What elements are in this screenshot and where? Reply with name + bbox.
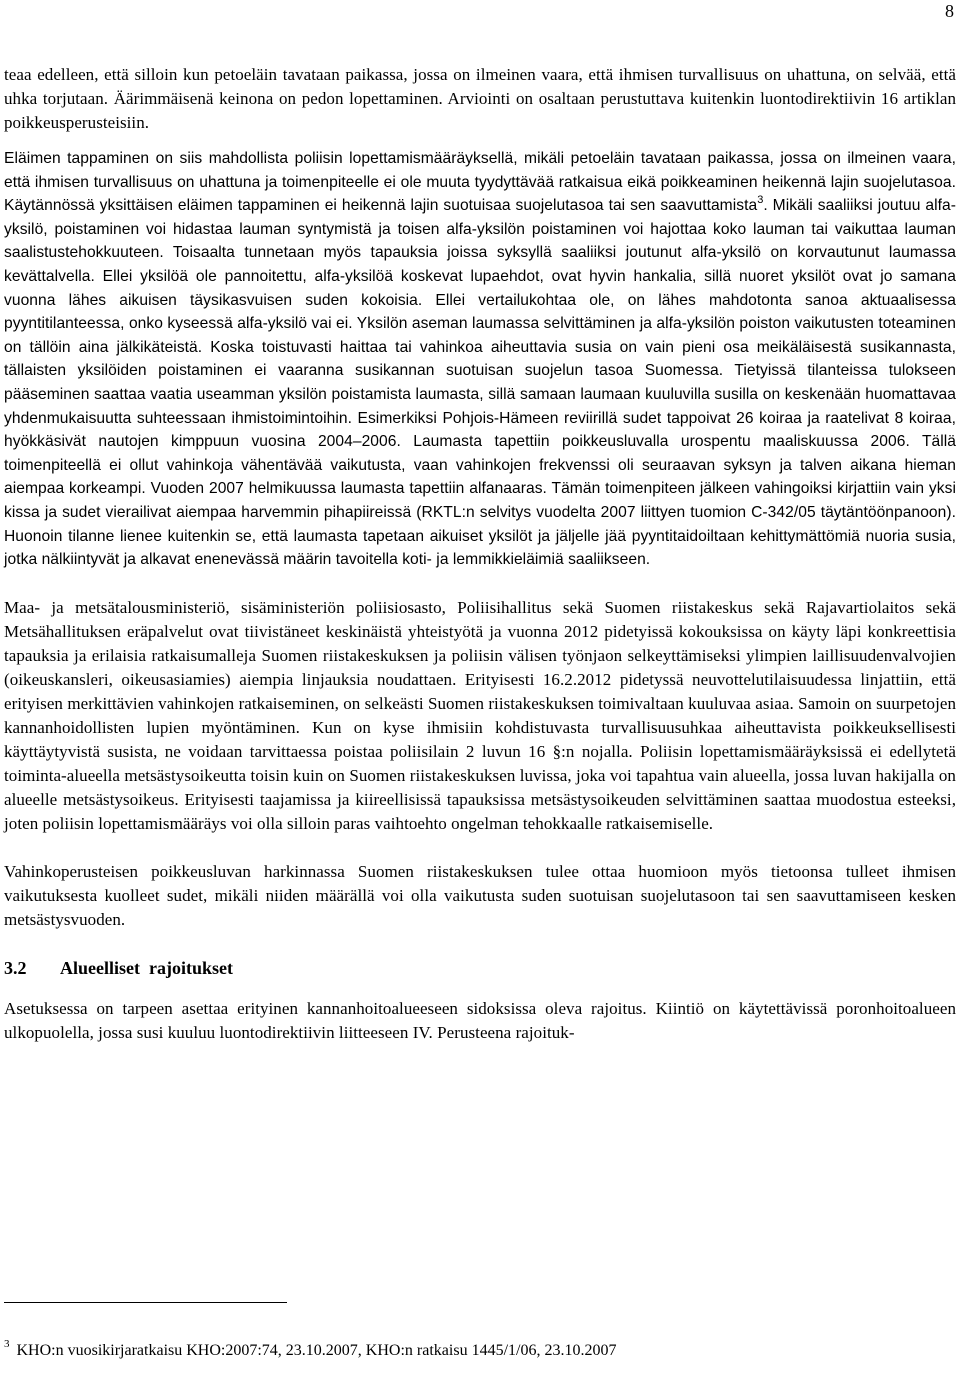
footnote-text: KHO:n vuosikirjaratkaisu KHO:2007:74, 23.10.2007, KHO:n ratkaisu 1445/1/06, 23.10.2007 [16, 1342, 617, 1359]
paragraph-5: Asetuksessa on tarpeen asettaa erityinen kannanhoitoalueeseen sidoksissa oleva rajoitus. Kiintiö on käytettävissä poronhoitoalueen ulkopuolella, jossa susi kuuluu luontodirektiivin liitteeseen IV. Perusteena rajoituk- [4, 998, 956, 1042]
footnote [4, 1340, 616, 1363]
paragraph-2-text-a: Eläimen tappaminen on siis mahdollista poliisin lopettamismääräyksellä, mikäli petoeläin tavataan paikassa, jossa on ilmeinen vaara, että ihmisen turvallisuus on uhattuna ja toimenpiteelle ei ole muuta tyydyttävää ratkaisua eikä poikkeaminen heikennä lajin suojelutasoa. Käytännössä yksittäisen eläimen tappaminen ei heikennä lajin suotuisaa suojelutasoa tai sen saavuttamista [4, 150, 956, 215]
paragraph-3: Maa- ja metsätalousministeriö, sisäministeriön poliisiosasto, Poliisihallitus sekä Suomen riistakeskus sekä Rajavartiolaitos sekä Metsähallituksen eräpalvelut ovat tiivistäneet keskinäistä yhteistyötä ja vuonna 2012 pidetyissä kokouksissa on käyty läpi konkreettisia tapauksia ja erilaisia ratkaisumalleja Suomen riistakeskuksen ja poliisin välisen työnjaon selkeyttämiseksi ylimpien laillisuudenvalvojien (oikeuskansleri, oikeusasiamies) aiempia linjauksia noudattaen. Erityisesti 16.2.2012 pidetyssä neuvottelutilaisuudessa linjattiin, että erityisen merkittävien vahinkojen ratkaiseminen, on selkeästi Suomen riistakeskuksen toimivaltaan kuuluvaa asiaa. Samoin on suurpetojen kannanhoidollisten lupien myöntäminen. Kun on kyse ihmisiin kohdistuvasta turvallisuusuhkaa aiheuttavista poikkeuksellisesti käyttäytyvistä susista, ne voidaan tarvittaessa poistaa poliisilain 2 luvun 16 §:n nojalla. Poliisin lopettamismääräyksissä ei edellytetä toiminta-alueella metsästysoikeutta toisin kuin on Suomen riistakeskuksen luvissa, joka voi tapahtua vain alueella, jossa luvan hakijalla on alueelle metsästysoikeus. Erityisesti taajamissa ja kiireellisissä tapauksissa metsästysoikeuden selvittäminen saattaa muodostua esteeksi, joten poliisin lopettamismääräys voi olla silloin paras vaihtoehto ongelman tehokkaalle ratkaisemiselle. [4, 597, 956, 833]
paragraph-2 [4, 147, 956, 572]
section-heading [4, 956, 956, 980]
page-number: 8 [945, 1, 954, 21]
paragraph-2-text-b: . Mikäli saaliiksi joutuu alfa-yksilö, poistaminen voi hidastaa lauman syntymistä ja toisen alfa-yksilön poistaminen voi hajottaa koko lauman tai vaikuttaa lauman saalistustehokkuuteen. Toisaalta tunnetaan myös tapauksia joissa syksyllä saaliiksi joutunut alfa-yksilö on korvautunut laumassa kevättalvella. Ellei yksilöä ole pannoitettu, alfa-yksilöä koskevat lupaehdot, ovat hyvin hankalia, sillä nuoret yksilöt ovat jo samana vuonna lähes aikuisen täysikasvuisen suden kokoisia. Ellei vertailukohtaa ole, on lähes mahdotonta sanoa aktuaalisessa pyyntitilanteessa, onko kyseessä alfa-yksilö vai ei. Yksilön aseman laumassa selvittäminen ja alfa-yksilön poiston vaikutusten toteaminen on tällöin aina jälkikäteistä. Koska toistuvasti haittaa tai vahinkoa aiheuttavia susia on vain pieni osa meikäläisestä susikannasta, tällaisten yksilöiden poistaminen ei vaaranna susikannan suotuisan suojelun tasoa Suomessa. Tietyissä tilanteissa tulokseen pääseminen saattaa vaatia useamman yksilön poistamista laumasta, sillä samaan laumaan kuuluvilla susilla on keskenään huomattavaa yhdenmukaisuutta suhteessaan ihmistoimintoihin. Esimerkiksi Pohjois-Hämeen reviirillä sudet tappoivat 26 koiraa ja raatelivat 8 koiraa, hyökkäsivät nautojen kimppuun vuosina 2004–2006. Laumasta tapettiin poikkeusluvalla urospentu maaliskuussa 2006. Tällä toimenpiteellä ei ollut vahinkoja vähentävää vaikutusta, vaan vahinkojen frekvenssi oli seuraavan syksyn ja talven aikana hieman aiempaa korkeampi. Vuoden 2007 helmikuussa laumasta tapettiin alfanaaras. Tämän toimenpiteen jälkeen vahingoiksi kirjattiin vain yksi kissa ja sudet vierailivat aiempaa harvemmin pihapiireissä (RKTL:n selvitys vuodelta 2007 liittyen tuomion C-342/05 täytäntöönpanoon). Huonoin tilanne lienee kuitenkin se, että laumasta tapetaan aikuiset yksilöt ja jäljelle jää pyyntitaidoiltaan kehittymättömiä nuoria susia, jotka nälkiintyvät ja alkavat enenevässä määrin tavoitella koti- ja lemmikkieläimiä saaliikseen. [4, 197, 956, 569]
section-title: Alueelliset rajoitukset [60, 957, 233, 978]
footnote-mark: 3 [4, 1338, 10, 1350]
paragraph-4: Vahinkoperusteisen poikkeusluvan harkinnassa Suomen riistakeskuksen tulee ottaa huomioon myös tietoonsa tulleet ihmisen vaikutuksesta kuolleet sudet, mikäli niiden määrällä voi olla vaikutusta suden suotuisan suojelutasoon tai sen saavuttamiseen kesken metsästysvuoden. [4, 861, 956, 929]
footnote-divider [4, 1302, 287, 1303]
section-number: 3.2 [4, 957, 27, 978]
document-body [4, 63, 956, 1045]
footnote-reference: 3 [757, 194, 764, 207]
paragraph-1: teaa edelleen, että silloin kun petoeläin tavataan paikassa, jossa on ilmeinen vaara, että ihmisen turvallisuus on uhattuna, on selvää, että uhka torjutaan. Äärimmäisenä keinona on pedon lopettaminen. Arviointi on osaltaan perustuttava kuitenkin luontodirektiivin 16 artiklan poikkeusperusteisiin. [4, 65, 956, 132]
